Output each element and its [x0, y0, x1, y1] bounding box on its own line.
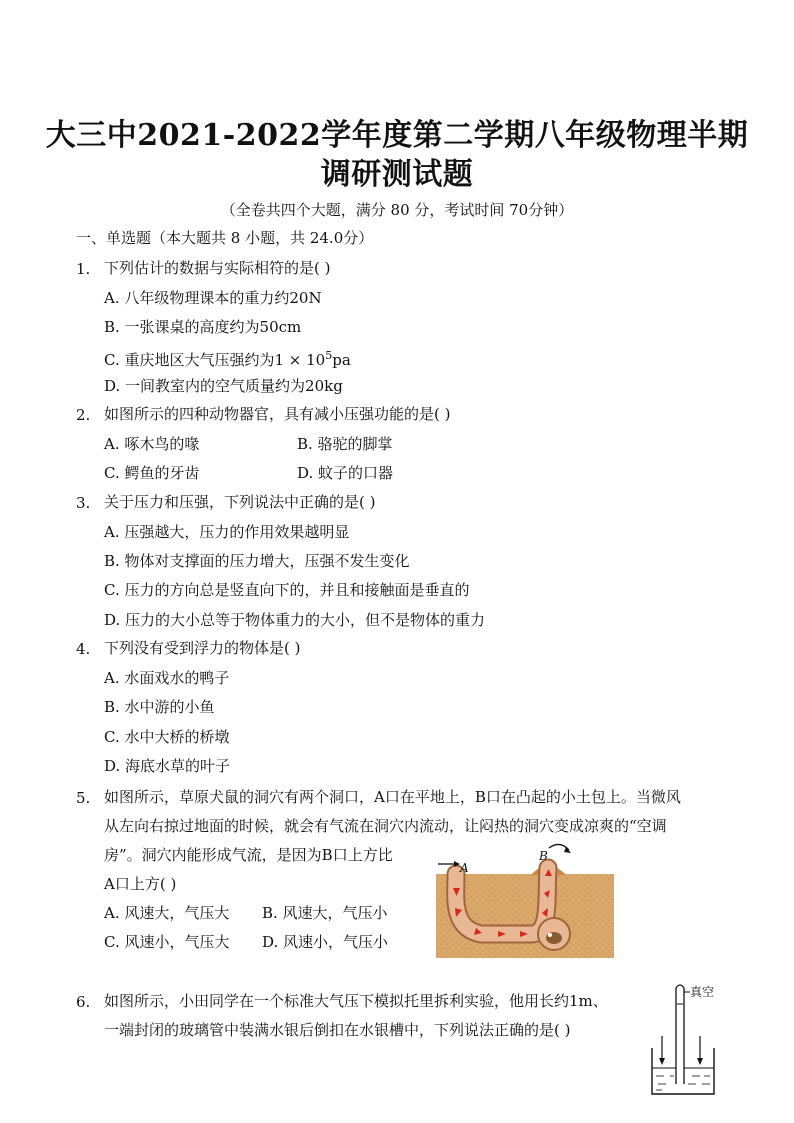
q1-option-a: A. 八年级物理课本的重力约20N	[104, 289, 322, 307]
q2-number: 2.	[76, 406, 91, 424]
q5-option-c: C. 风速小，气压大	[104, 933, 230, 951]
q5-number: 5.	[76, 789, 91, 807]
q5-option-d: D. 风速小，气压小	[262, 933, 389, 951]
q1-option-d: D. 一间教室内的空气质量约为20kg	[104, 377, 343, 395]
q1-number: 1.	[76, 260, 91, 278]
q4-option-d: D. 海底水草的叶子	[104, 757, 231, 775]
q1-option-c	[104, 346, 351, 370]
exam-title-line1: 大三中2021-2022学年度第二学期八年级物理半期	[45, 118, 749, 153]
q3-option-a: A. 压强越大，压力的作用效果越明显	[104, 523, 350, 541]
q4-stem: 下列没有受到浮力的物体是( )	[104, 639, 301, 657]
pressure-arrowhead-left	[659, 1058, 665, 1065]
q4-option-b: B. 水中游的小鱼	[104, 698, 215, 716]
vacuum-label: 真空	[690, 985, 715, 999]
q2-option-a: A. 啄木鸟的喙	[104, 435, 200, 453]
q5-stem-line2: 从左向右掠过地面的时候，就会有气流在洞穴内流动，让闷热的洞穴变成凉爽的“空调	[104, 817, 667, 835]
q5-stem-line4: A口上方( )	[104, 875, 177, 893]
pressure-arrowhead-right	[697, 1058, 703, 1065]
q1-option-c-exponent: 5	[325, 349, 333, 362]
section-heading: 一、单选题（本大题共 8 小题，共 24.0分）	[76, 229, 374, 247]
q3-option-b: B. 物体对支撑面的压力增大，压强不发生变化	[104, 552, 410, 570]
exam-title-line2: 调研测试题	[320, 157, 474, 192]
q3-option-c: C. 压力的方向总是竖直向下的，并且和接触面是垂直的	[104, 581, 470, 599]
q6-stem-line2: 一端封闭的玻璃管中装满水银后倒扣在水银槽中，下列说法正确的是( )	[104, 1021, 571, 1039]
q2-option-d: D. 蚊子的口器	[297, 464, 394, 482]
q2-option-c: C. 鳄鱼的牙齿	[104, 464, 200, 482]
glass-tube	[676, 985, 684, 1084]
prairie-dog-eye-area	[548, 933, 552, 937]
q4-option-a: A. 水面戏水的鸭子	[104, 669, 230, 687]
q3-number: 3.	[76, 494, 91, 512]
label-a: A	[460, 861, 469, 875]
q1-option-c-unit: pa	[332, 351, 351, 369]
q1-stem: 下列估计的数据与实际相符的是( )	[104, 259, 331, 277]
q4-option-c: C. 水中大桥的桥墩	[104, 728, 230, 746]
torricelli-diagram	[644, 980, 744, 1100]
burrow-diagram	[436, 838, 614, 958]
q2-option-b: B. 骆驼的脚掌	[297, 435, 393, 453]
q5-option-a: A. 风速大，气压大	[104, 904, 230, 922]
q1-option-b: B. 一张课桌的高度约为50cm	[104, 318, 302, 336]
q1-option-c-text: C. 重庆地区大气压强约为1 × 10	[104, 351, 326, 369]
q4-number: 4.	[76, 640, 91, 658]
q6-stem-line1: 如图所示，小田同学在一个标准大气压下模拟托里拆利实验，他用长约1m、	[104, 992, 608, 1010]
label-b: B	[539, 849, 548, 863]
q5-stem-line1: 如图所示，草原犬鼠的洞穴有两个洞口，A口在平地上，B口在凸起的小土包上。当微风	[104, 788, 681, 806]
q3-option-d: D. 压力的大小总等于物体重力的大小，但不是物体的重力	[104, 611, 486, 629]
q2-stem: 如图所示的四种动物器官，具有减小压强功能的是( )	[104, 405, 451, 423]
q5-option-b: B. 风速大，气压小	[262, 904, 388, 922]
q3-stem: 关于压力和压强，下列说法中正确的是( )	[104, 493, 376, 511]
q6-number: 6.	[76, 993, 91, 1011]
q5-stem-line3: 房”。洞穴内能形成气流，是因为B口上方比	[104, 846, 393, 864]
exam-subtitle: （全卷共四个大题，满分 80 分，考试时间 70分钟）	[220, 201, 574, 219]
